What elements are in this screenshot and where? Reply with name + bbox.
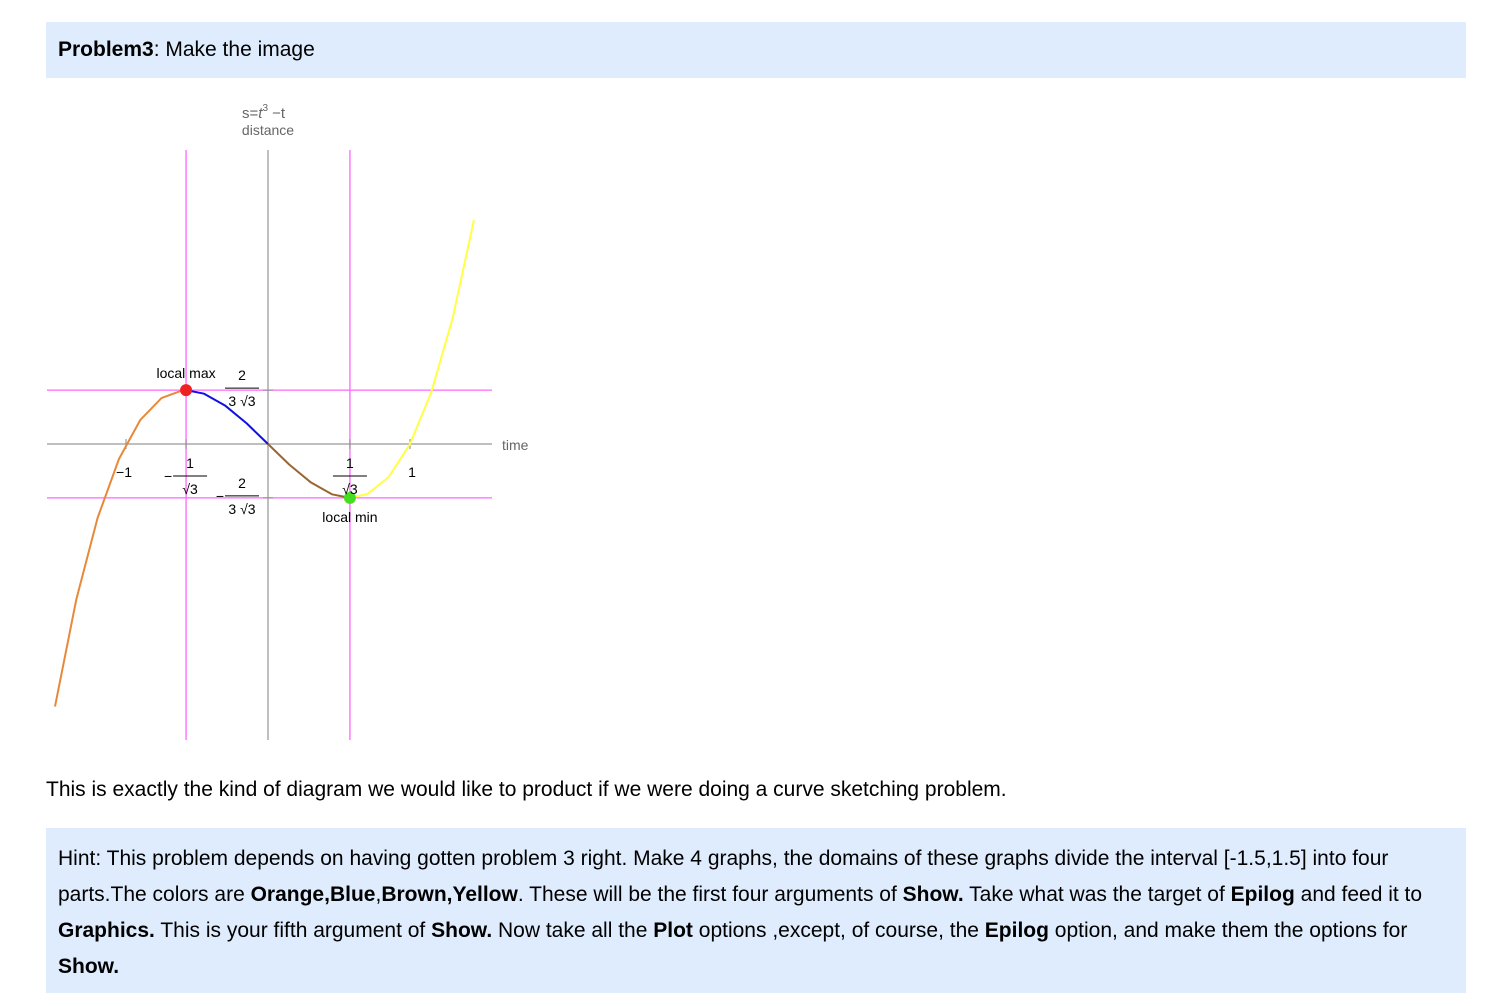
hint-bold-8: Epilog bbox=[984, 919, 1049, 942]
hint-text-3: . These will be the first four arguments of bbox=[517, 883, 903, 906]
critical-point-label-1: local min bbox=[322, 508, 378, 525]
hint-bold-9: Show. bbox=[58, 955, 120, 978]
hint-bold-3: Show. bbox=[902, 883, 964, 906]
y-axis-label: distance bbox=[241, 122, 295, 138]
hint-text-2: , bbox=[375, 883, 382, 906]
hint-bold-7: Plot bbox=[653, 919, 693, 942]
hint-bold-2: Brown,Yellow bbox=[381, 883, 518, 906]
hint-text-5: and feed it to bbox=[1294, 883, 1423, 906]
x-fraction-label-pos-numerator: 1 bbox=[346, 455, 354, 471]
y-fraction-label-pos-numerator: 2 bbox=[238, 367, 246, 384]
x-tick-label-0: −1 bbox=[116, 464, 132, 480]
body-paragraph: This is exactly the kind of diagram we would like to product if we were doing a curve sketching problem. bbox=[46, 778, 1007, 801]
hint-text-1: Hint: This problem depends on having gotten problem 3 right. Make 4 graphs, the domains of these graphs divide the interval [-1.5,1.5] into four parts.The colors are bbox=[58, 847, 1389, 906]
hint-text-8: options ,except, of course, the bbox=[692, 919, 985, 942]
hint-box bbox=[46, 828, 1466, 993]
curve-series-0 bbox=[55, 390, 186, 706]
hint-text-4: Take what was the target of bbox=[963, 883, 1231, 906]
problem-label: Problem3 bbox=[58, 38, 154, 61]
hint-text-7: Now take all the bbox=[492, 919, 654, 942]
problem-title: : Make the image bbox=[153, 38, 315, 61]
y-fraction-label-neg-denominator: 3 √3 bbox=[228, 500, 256, 517]
curve-series-2 bbox=[268, 444, 350, 498]
hint-text-9: option, and make them the options for bbox=[1048, 919, 1408, 942]
critical-point-label-0: local max bbox=[156, 365, 216, 382]
critical-point-0 bbox=[180, 384, 192, 396]
hint-bold-6: Show. bbox=[431, 919, 493, 942]
x-axis-label: time bbox=[502, 437, 529, 453]
hint-bold-4: Epilog bbox=[1230, 883, 1295, 906]
hint-bold-1: Orange,Blue bbox=[250, 883, 376, 906]
hint-text-6: This is your fifth argument of bbox=[154, 919, 432, 942]
hint-bold-5: Graphics. bbox=[58, 919, 155, 942]
y-fraction-label-neg-sign: − bbox=[215, 487, 225, 504]
chart-layer bbox=[47, 150, 492, 740]
curve-series-3 bbox=[350, 220, 474, 498]
x-fraction-label-neg-numerator: 1 bbox=[186, 455, 194, 471]
x-fraction-label-neg-denominator: √3 bbox=[182, 481, 198, 497]
y-fraction-label-neg-numerator: 2 bbox=[238, 474, 246, 491]
chart-title: $s=t^3 -t$ bbox=[242, 103, 286, 122]
y-fraction-label-pos-denominator: 3 √3 bbox=[228, 393, 256, 410]
x-tick-label-1: 1 bbox=[408, 464, 416, 480]
x-fraction-label-pos-denominator: √3 bbox=[342, 481, 358, 497]
curve-series-1 bbox=[186, 390, 268, 444]
x-fraction-label-neg-sign: − bbox=[163, 468, 173, 484]
